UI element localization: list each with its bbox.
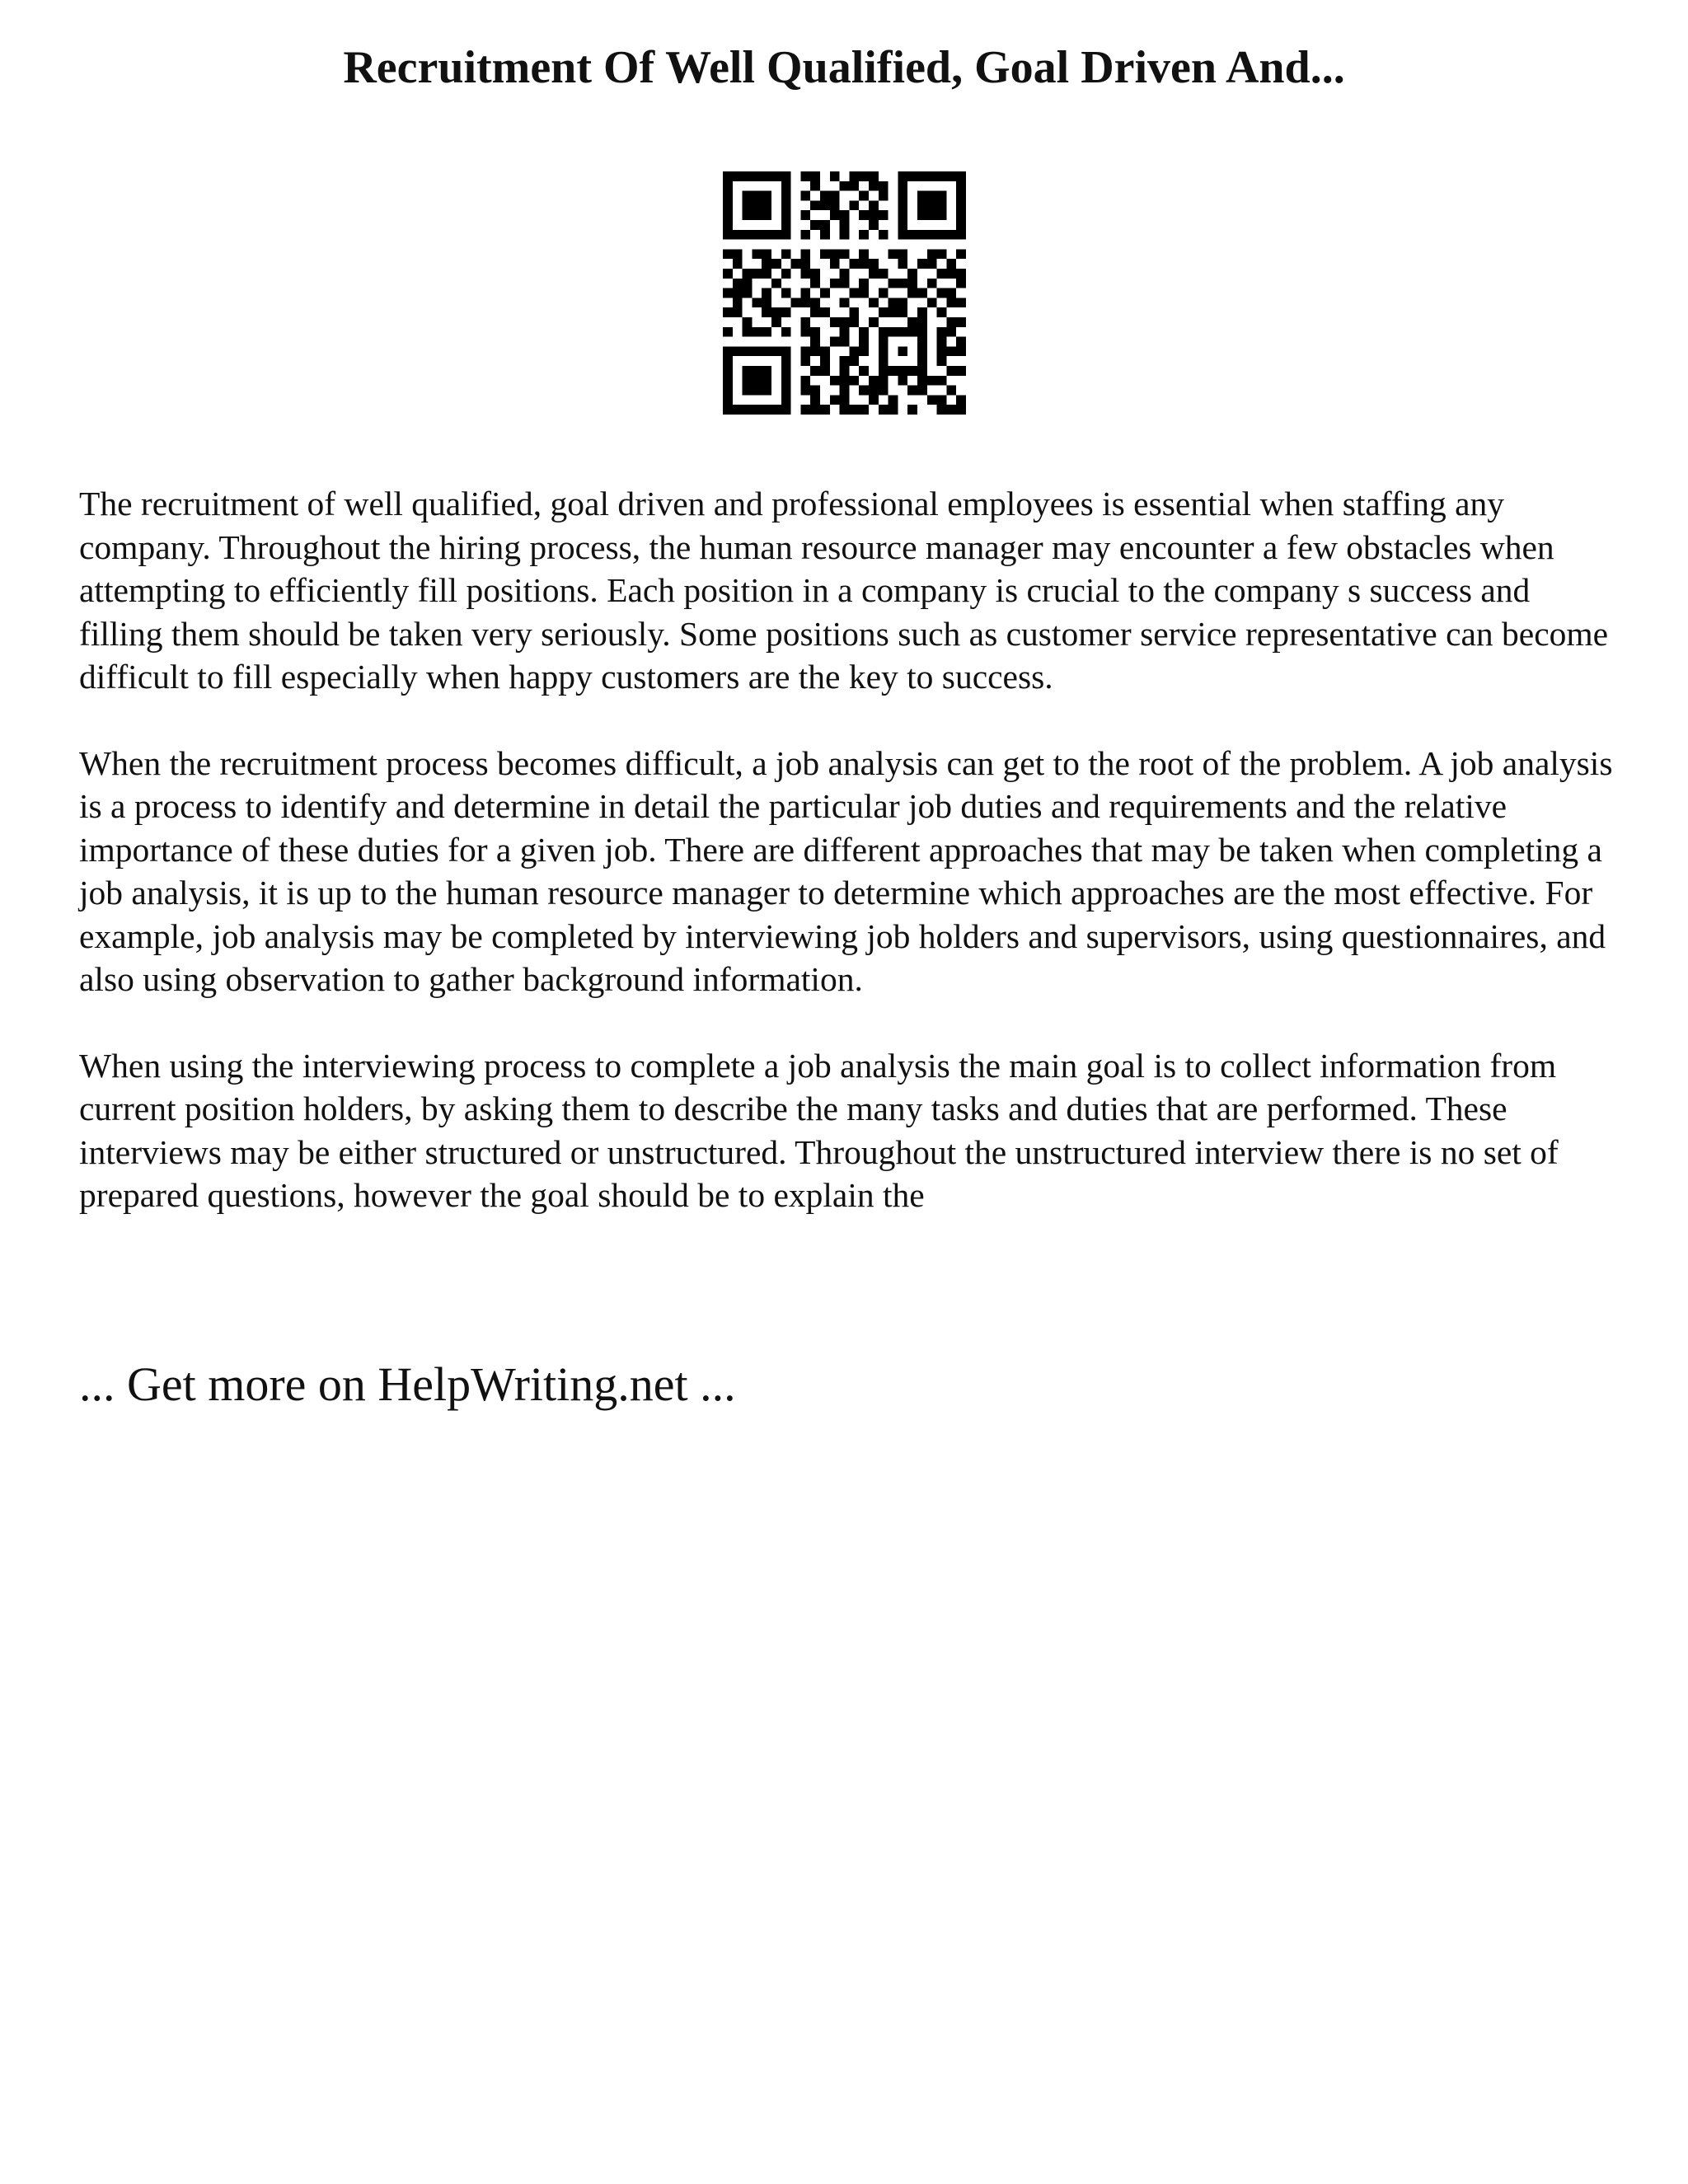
document-title: Recruitment Of Well Qualified, Goal Driven And...: [343, 42, 1345, 93]
paragraph: When the recruitment process becomes difficult, a job analysis can get to the root of the problem. A job analysis is a process to identify and determine in detail the particular job duties and requirements and the relative importance of these duties for a given job. There are different approaches that may be taken when completing a job analysis, it is up to the human resource manager to determine which approaches are the most effective. For example, job analysis may be completed by interviewing job holders and supervisors, using questionnaires, and also using observation to gather background information.: [79, 743, 1613, 998]
article-body: [79, 482, 1620, 1260]
paragraph: When using the interviewing process to complete a job analysis the main goal is to collect information from current position holders, by asking them to describe the many tasks and duties that are performed. These interviews may be either structured or unstructured. Throughout the unstructured interview there is no set of prepared questions, however the goal should be to explain the: [79, 1046, 1559, 1214]
paragraph: The recruitment of well qualified, goal driven and professional employees is essential when staffing any company. Throughout the hiring process, the human resource manager may encounter a few obstacles when attempting to efficiently fill positions. Each position in a company is crucial to the company s success and filling them should be taken very seriously. Some positions such as customer service representative can become difficult to fill especially when happy customers are the key to success.: [79, 485, 1609, 696]
get-more-link[interactable]: ... Get more on HelpWriting.net ...: [79, 1357, 736, 1411]
qr-code-icon: [723, 171, 966, 415]
